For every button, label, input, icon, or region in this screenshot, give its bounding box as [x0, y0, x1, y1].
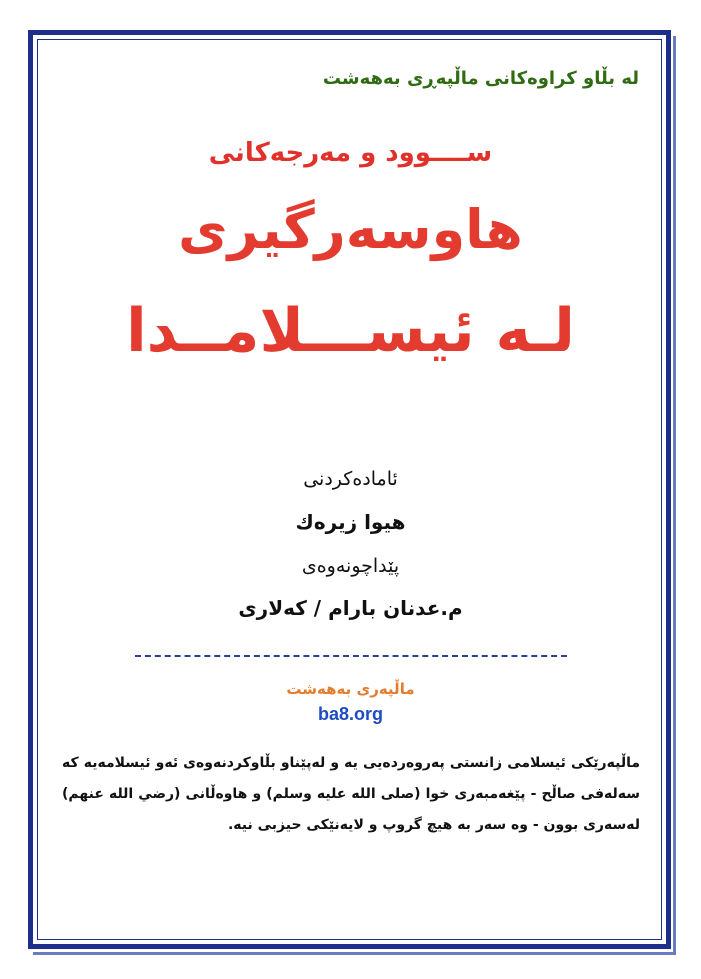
reviewed-by-label: پێداچونەوەی: [301, 555, 400, 577]
prepared-by-label: ئامادەکردنی: [303, 468, 398, 490]
author-name: هیوا زیرەك: [295, 510, 406, 534]
reviewer-name: م.عدنان بارام / کەلاری: [238, 596, 463, 620]
cover-title-line1: هاوسەرگیری: [178, 198, 523, 261]
site-description: ماڵپەرێکی ئیسلامی زانستی پەروەردەیی یە و لەپێناو بڵاوکردنەوەی ئەو ئیسلامەیە کە سەلەفی صاڵح - پێغەمبەری خوا (صلى الله علیه وسلم) و هاوەڵانی (رضي الله عنهم) لەسەری بوون - وە سەر بە هیچ گروپ و لایەنێکی حیزبی نیە.: [62, 755, 640, 833]
site-name: ماڵپەری بەهەشت: [286, 680, 415, 698]
publisher-line: له بڵاو کراوەکانی ماڵپەڕی بەهەشت: [322, 68, 639, 89]
divider: [135, 655, 567, 657]
site-url-link[interactable]: ba8.org: [317, 704, 383, 724]
cover-title-line2: لـە ئیســـلامــدا: [126, 296, 575, 366]
cover-subtitle: ســــوود و مەرجەکانی: [208, 138, 493, 168]
